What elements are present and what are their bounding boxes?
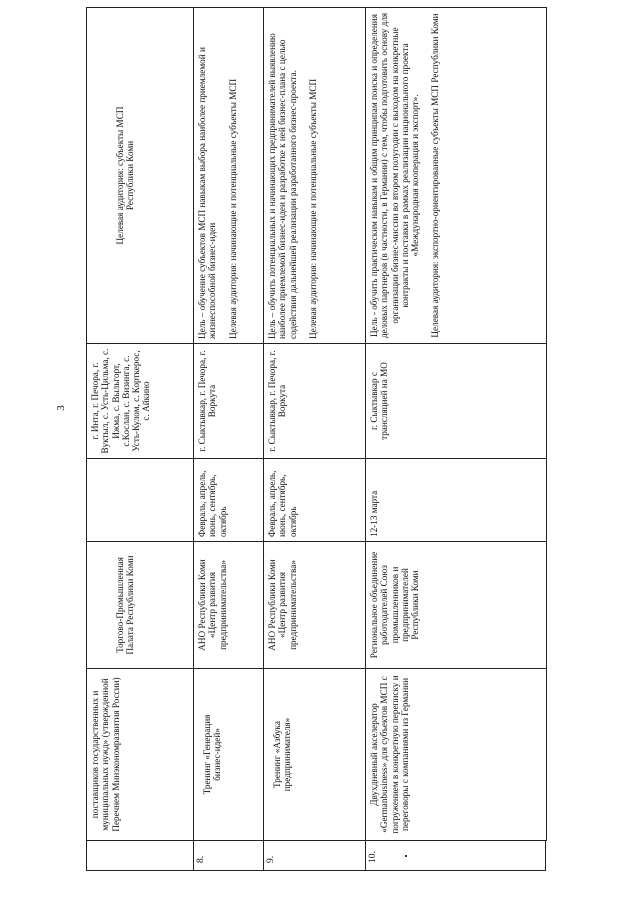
goal-text: Цель – обучение субъектов МСП навыкам выбора наиболее приемлемой и жизнеспособной бизнес-идеи xyxy=(197,47,218,339)
event-cell xyxy=(194,669,264,841)
event-cell xyxy=(366,669,547,841)
organizer-cell xyxy=(366,542,547,669)
organizer-cell xyxy=(87,542,194,669)
number-column-divider xyxy=(365,841,366,871)
place-text: г. Сыктывкар с трансляцией на МО xyxy=(369,362,390,440)
place-cell xyxy=(87,344,194,459)
number-column-divider xyxy=(193,841,194,871)
dates-text: 12-13 марта xyxy=(369,490,379,537)
event-cell xyxy=(87,669,194,841)
organizer-text: Торгово-Промышленная Палата Республики Коми xyxy=(115,555,136,655)
dates-cell xyxy=(87,459,194,542)
place-text: г. Сыктывкар, г. Печора, г. Воркута xyxy=(197,350,218,452)
number-column-divider xyxy=(263,841,264,871)
number-column-border xyxy=(86,841,546,871)
audience-text: Целевая аудитория: субъекты МСП Республики Коми xyxy=(115,106,136,245)
event-cell xyxy=(264,669,366,841)
audience-text: Целевая аудитория: экспортно-ориентированные субъекты МСП Республики Коми xyxy=(430,13,441,338)
table-row xyxy=(264,8,366,841)
goal-cell xyxy=(264,8,366,344)
audience-text: Целевая аудитория: начинающие и потенциальные субъекты МСП xyxy=(227,78,238,339)
audience-text: Целевая аудитория: начинающие и потенциальные субъекты МСП xyxy=(307,78,318,339)
place-cell xyxy=(366,344,547,459)
place-cell xyxy=(194,344,264,459)
event-text: поставщиков государственных и муниципальных нужд» (утвержденной Перечнем Минэкономразвития России) xyxy=(90,677,121,832)
organizer-text: Региональное объединение работодателей Союз промышленников и предпринимателей Республики Коми xyxy=(369,551,421,659)
dates-cell xyxy=(194,459,264,542)
rotated-table-wrapper xyxy=(86,8,546,841)
organizer-cell xyxy=(264,542,366,669)
place-text: г. Сыктывкар, г. Печора, г. Воркута xyxy=(267,350,288,452)
organizer-text: АНО Республики Коми «Центр развития предпринимательства» xyxy=(267,559,298,651)
goal-cell xyxy=(87,8,194,344)
dates-text: Февраль, апрель, июнь, сентябрь, октябрь xyxy=(197,470,228,537)
dates-cell xyxy=(366,459,547,542)
table-row xyxy=(194,8,264,841)
dates-text: Февраль, апрель, июнь, сентябрь, октябрь xyxy=(267,470,298,537)
organizer-text: АНО Республики Коми «Центр развития предпринимательства» xyxy=(197,559,228,651)
place-text: г. Инта, г. Печора, г. Вуктыл, с. Усть-Цильма, с. Ижма, с. Выльгорт, с.Кослан, с. Визинга, с. Усть-Кулом, с. Корткерос, с. Айкино xyxy=(90,348,152,454)
organizer-cell xyxy=(194,542,264,669)
page-number: 3 xyxy=(54,405,67,411)
goal-text: Цель - обучить практическим навыкам и общим принципам поиска и определения деловых партнеров (в частности, в Германии) с тем, чтобы подготовить основу для организации бизнес-миссии во втором полугодии с выходом на конкретные контракты и поставки в рамках реализации национального проекта «Международная кооперация и экспорт». xyxy=(369,12,421,339)
scan-mark xyxy=(405,855,407,857)
event-text: Тренинг «Азбука предпринимателя» xyxy=(272,717,293,792)
event-text: Двухдневный акселератор «Germanbusiness» для субъектов МСП с погружением в конкретную переписку и переговоры с компаниями из Германии xyxy=(369,675,410,834)
goal-cell xyxy=(366,8,547,344)
table-row xyxy=(366,8,547,841)
goal-text: Цель – обучить потенциальных и начинающих предпринимателей выявлению наиболее приемлемой бизнес-идеи и разработке к ней бизнес-плана с целью содействия дальнейшей реализации разработанного бизнес-проекта. xyxy=(267,33,298,339)
table-row xyxy=(87,8,194,841)
events-table xyxy=(86,7,547,841)
row-number: 8. xyxy=(196,855,206,863)
row-number: 10. xyxy=(368,851,378,863)
event-text: Тренинг «Генерация бизнес-идей» xyxy=(202,714,223,795)
goal-cell xyxy=(194,8,264,344)
place-cell xyxy=(264,344,366,459)
row-number: 9. xyxy=(266,855,276,863)
dates-cell xyxy=(264,459,366,542)
